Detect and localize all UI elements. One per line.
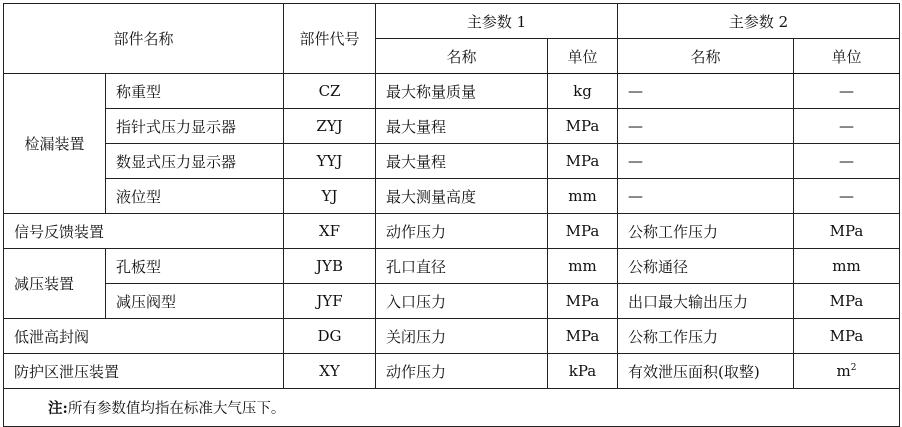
table-row [4, 214, 900, 249]
note-text: 所有参数值均指在标准大气压下。 [67, 401, 286, 417]
table-row [4, 249, 900, 284]
table-row [4, 319, 900, 354]
param2-unit-cell: — [794, 144, 900, 179]
code-cell: YJ [284, 179, 376, 214]
param2-name-cell: 公称工作压力 [618, 319, 794, 354]
group-cell: 减压装置 [4, 249, 106, 319]
sub-cell: 液位型 [106, 179, 284, 214]
sub-cell: 指针式压力显示器 [106, 109, 284, 144]
code-cell: ZYJ [284, 109, 376, 144]
group-cell: 低泄高封阀 [4, 319, 284, 354]
param1-unit-cell: MPa [548, 284, 618, 319]
param2-unit-cell: — [794, 179, 900, 214]
code-cell: CZ [284, 74, 376, 109]
group-cell: 信号反馈装置 [4, 214, 284, 249]
param2-unit-cell: — [794, 109, 900, 144]
group-cell: 检漏装置 [4, 74, 106, 214]
param1-name-cell: 动作压力 [376, 354, 548, 389]
header-param2-name: 名称 [618, 39, 794, 74]
param1-name-cell: 最大量程 [376, 144, 548, 179]
note-row [4, 389, 900, 427]
param1-name-cell: 关闭压力 [376, 319, 548, 354]
table-row [4, 179, 900, 214]
header-param2: 主参数 2 [618, 4, 900, 39]
code-cell: XY [284, 354, 376, 389]
param2-name-cell: — [618, 179, 794, 214]
header-param1: 主参数 1 [376, 4, 618, 39]
param2-unit-cell: — [794, 74, 900, 109]
header-param1-name: 名称 [376, 39, 548, 74]
code-cell: JYB [284, 249, 376, 284]
param1-name-cell: 孔口直径 [376, 249, 548, 284]
param2-name-cell: 有效泄压面积(取整) [618, 354, 794, 389]
param1-unit-cell: mm [548, 249, 618, 284]
sub-cell: 孔板型 [106, 249, 284, 284]
code-cell: DG [284, 319, 376, 354]
unit-base: m [836, 362, 851, 380]
param2-unit-cell [794, 354, 900, 389]
param1-unit-cell: kg [548, 74, 618, 109]
table-row [4, 109, 900, 144]
header-param1-unit: 单位 [548, 39, 618, 74]
param2-unit-cell: MPa [794, 319, 900, 354]
param1-name-cell: 最大称量质量 [376, 74, 548, 109]
param2-unit-cell: MPa [794, 214, 900, 249]
header-part-name: 部件名称 [4, 4, 284, 74]
parameter-table [3, 3, 900, 427]
table-row [4, 284, 900, 319]
param2-name-cell: — [618, 74, 794, 109]
table-row [4, 74, 900, 109]
param2-name-cell: 公称工作压力 [618, 214, 794, 249]
param1-name-cell: 最大测量高度 [376, 179, 548, 214]
param2-name-cell: 公称通径 [618, 249, 794, 284]
param1-unit-cell: mm [548, 179, 618, 214]
param1-unit-cell: MPa [548, 144, 618, 179]
param1-unit-cell: MPa [548, 319, 618, 354]
header-part-code: 部件代号 [284, 4, 376, 74]
param1-unit-cell: MPa [548, 214, 618, 249]
note-label: 注: [48, 400, 68, 417]
param2-unit-cell: MPa [794, 284, 900, 319]
note-cell [4, 389, 900, 427]
code-cell: XF [284, 214, 376, 249]
param1-name-cell: 入口压力 [376, 284, 548, 319]
param1-unit-cell: kPa [548, 354, 618, 389]
unit-superscript: 2 [850, 363, 857, 373]
param2-name-cell: — [618, 109, 794, 144]
param1-unit-cell: MPa [548, 109, 618, 144]
param2-unit-cell: mm [794, 249, 900, 284]
sub-cell: 称重型 [106, 74, 284, 109]
code-cell: JYF [284, 284, 376, 319]
param1-name-cell: 动作压力 [376, 214, 548, 249]
header-row-1 [4, 4, 900, 39]
param2-name-cell: — [618, 144, 794, 179]
sub-cell: 数显式压力显示器 [106, 144, 284, 179]
header-param2-unit: 单位 [794, 39, 900, 74]
code-cell: YYJ [284, 144, 376, 179]
table-row [4, 144, 900, 179]
param2-name-cell: 出口最大输出压力 [618, 284, 794, 319]
group-cell: 防护区泄压装置 [4, 354, 284, 389]
sub-cell: 减压阀型 [106, 284, 284, 319]
table-row [4, 354, 900, 389]
param1-name-cell: 最大量程 [376, 109, 548, 144]
